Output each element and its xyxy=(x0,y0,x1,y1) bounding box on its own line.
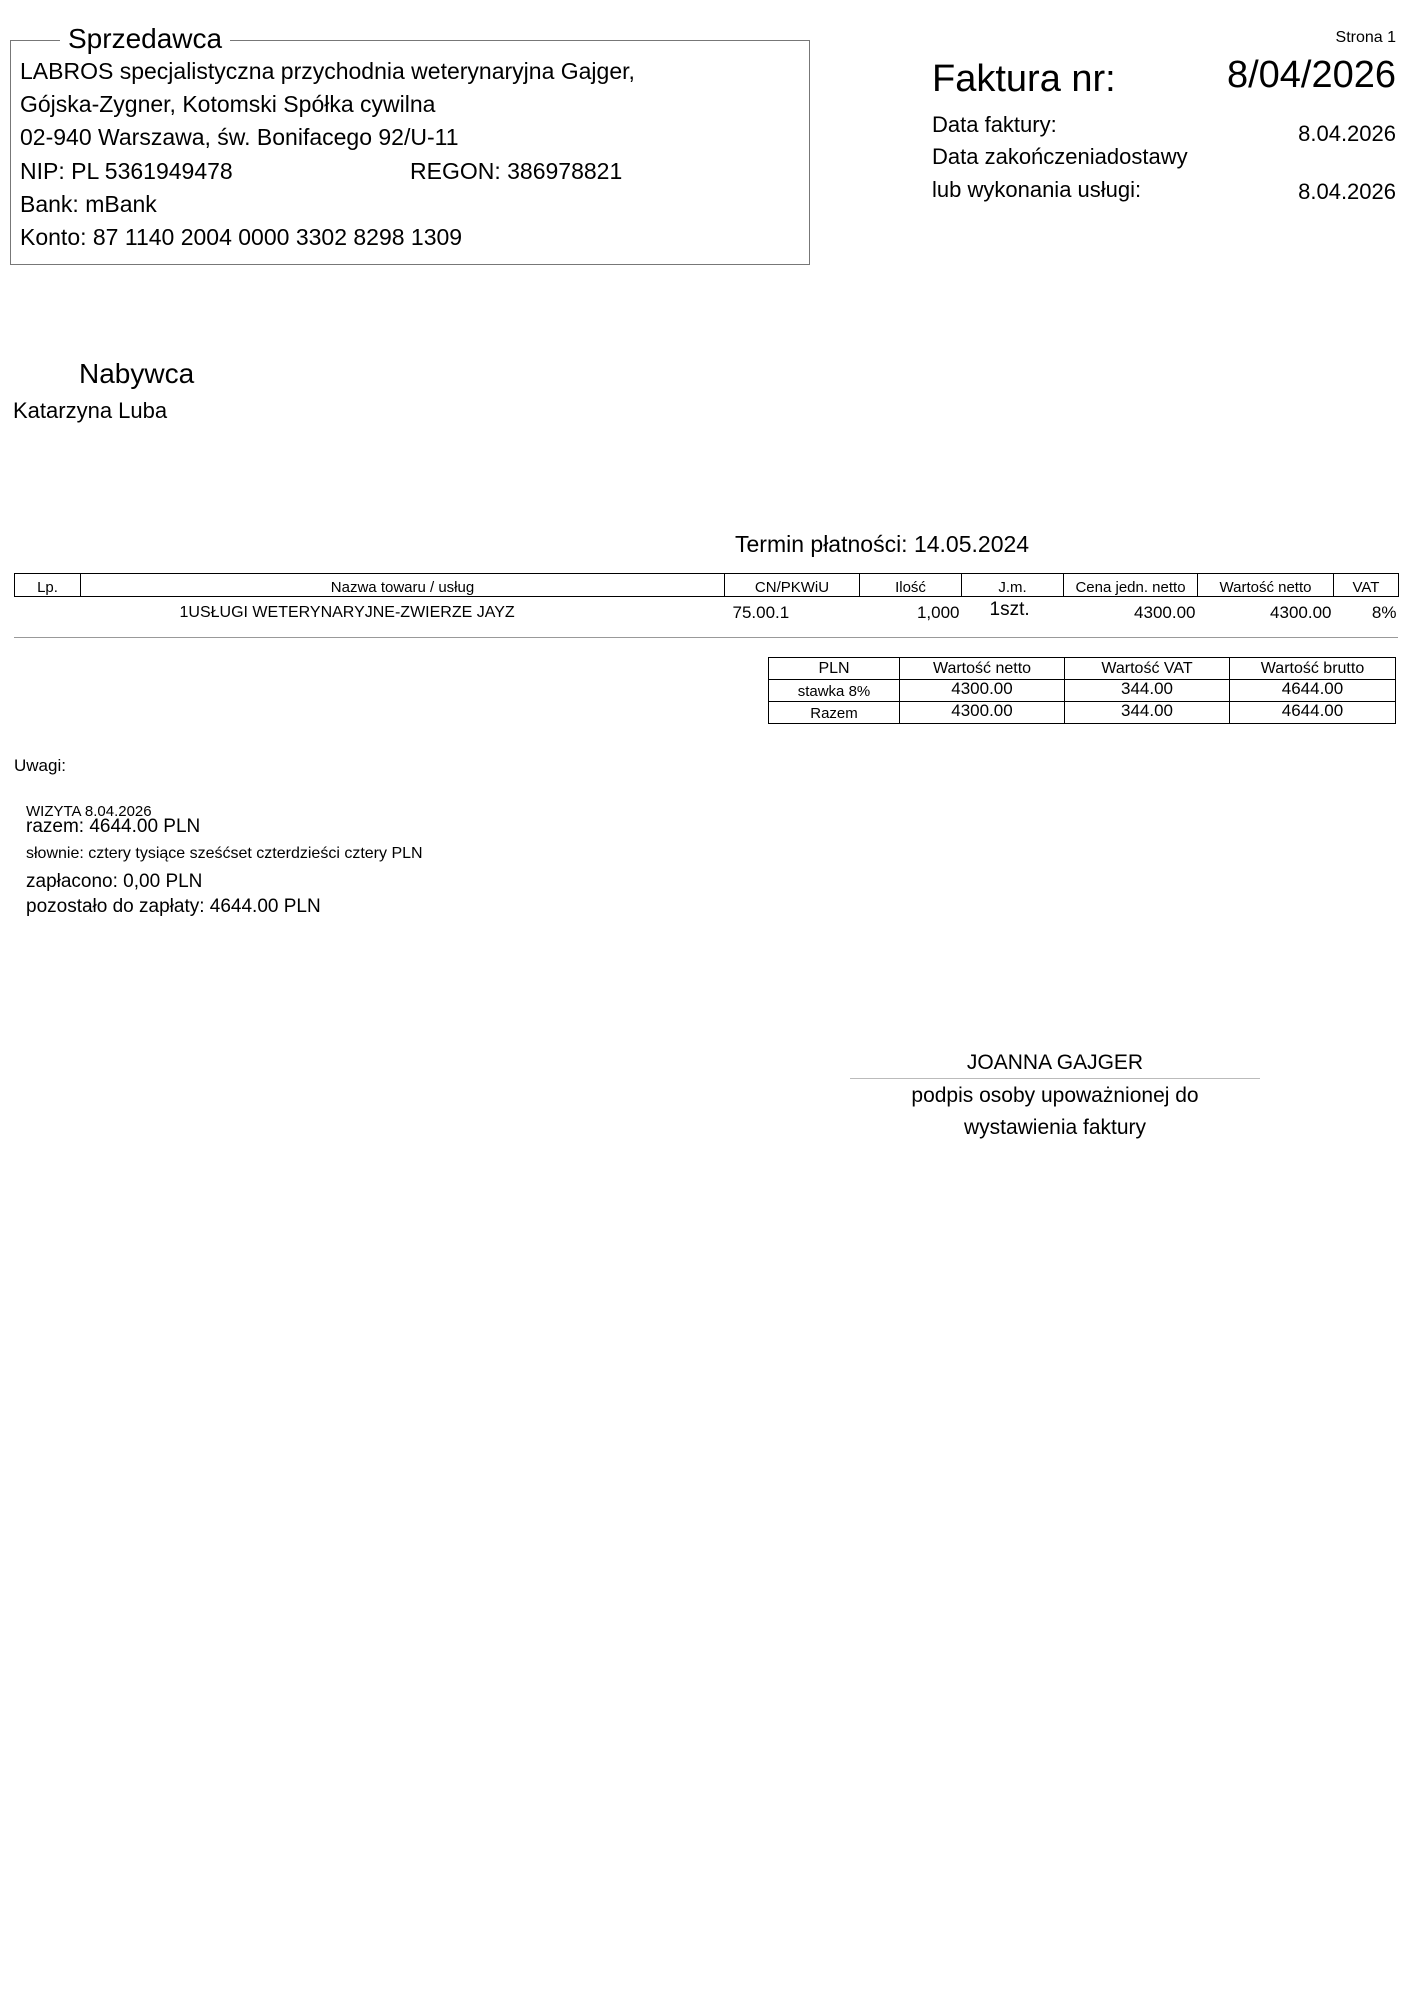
item-qty: 1,000 xyxy=(916,603,960,622)
notes-paid: zapłacono: 0,00 PLN xyxy=(26,871,203,892)
seller-name-line1: LABROS specjalistyczna przychodnia weterynaryjna Gajger, xyxy=(20,58,635,84)
invoice-number: 8/04/2026 xyxy=(1226,54,1396,96)
page-number: Strona 1 xyxy=(1335,29,1396,46)
item-name: USŁUGI WETERYNARYJNE-ZWIERZE JAYZ xyxy=(188,604,515,621)
summary-rate-gross: 4644.00 xyxy=(1230,680,1396,702)
summary-total-gross: 4644.00 xyxy=(1230,702,1396,724)
seller-nip: NIP: PL 5361949478 xyxy=(20,158,233,184)
summary-rate-label: stawka 8% xyxy=(769,680,900,702)
item-unit: 1szt. xyxy=(989,599,1030,620)
col-header-name: Nazwa towaru / usług xyxy=(81,574,725,597)
item-name-cell xyxy=(15,597,725,630)
col-header-qty: Ilość xyxy=(860,574,962,597)
notes-visit: WIZYTA 8.04.2026 xyxy=(26,803,152,820)
table-row xyxy=(769,702,1396,724)
item-code: 75.00.1 xyxy=(732,603,790,622)
summary-total-label: Razem xyxy=(769,702,900,724)
item-unit-price: 4300.00 xyxy=(1134,603,1196,622)
col-header-unit: J.m. xyxy=(962,574,1064,597)
items-divider xyxy=(14,637,1398,638)
item-net: 4300.00 xyxy=(1270,603,1332,622)
items-table xyxy=(14,573,1399,629)
summary-rate-vat: 344.00 xyxy=(1065,680,1230,702)
notes-amount-in-words: słownie: cztery tysiące sześćset czterdzieści cztery PLN xyxy=(26,845,423,862)
seller-name-line2: Gójska-Zygner, Kotomski Spółka cywilna xyxy=(20,91,436,117)
seller-box xyxy=(10,40,810,265)
buyer-name: Katarzyna Luba xyxy=(13,398,168,423)
summary-header-net: Wartość netto xyxy=(900,658,1065,680)
item-vat: 8% xyxy=(1371,603,1397,622)
signature-caption-1: podpis osoby upoważnionej do xyxy=(911,1084,1199,1107)
summary-total-net: 4300.00 xyxy=(900,702,1065,724)
invoice-title: Faktura nr: xyxy=(932,58,1116,100)
delivery-date-label-2: lub wykonania usługi: xyxy=(932,177,1142,202)
col-header-vat: VAT xyxy=(1334,574,1399,597)
summary-total-vat: 344.00 xyxy=(1065,702,1230,724)
notes-title: Uwagi: xyxy=(14,756,66,775)
delivery-date-label-1: Data zakończeniadostawy xyxy=(932,144,1188,169)
seller-title: Sprzedawca xyxy=(60,22,230,56)
notes-remaining: pozostało do zapłaty: 4644.00 PLN xyxy=(26,896,321,917)
signature-line xyxy=(850,1078,1260,1079)
col-header-code: CN/PKWiU xyxy=(725,574,860,597)
seller-bank: Bank: mBank xyxy=(20,191,157,217)
invoice-date-label: Data faktury: xyxy=(932,112,1057,137)
col-header-unit-price: Cena jedn. netto xyxy=(1064,574,1198,597)
seller-address: 02-940 Warszawa, św. Bonifacego 92/U-11 xyxy=(20,124,459,150)
summary-header-currency: PLN xyxy=(769,658,900,680)
buyer-title: Nabywca xyxy=(79,358,195,389)
col-header-lp: Lp. xyxy=(15,574,81,597)
col-header-net: Wartość netto xyxy=(1198,574,1334,597)
seller-account: Konto: 87 1140 2004 0000 3302 8298 1309 xyxy=(20,224,463,250)
item-lp: 1 xyxy=(179,604,189,621)
payment-due: Termin płatności: 14.05.2024 xyxy=(735,531,1030,557)
summary-header-row xyxy=(769,658,1396,680)
summary-header-gross: Wartość brutto xyxy=(1230,658,1396,680)
signature-caption-2: wystawienia faktury xyxy=(963,1116,1147,1139)
items-header-row xyxy=(15,574,1399,597)
table-row xyxy=(15,597,1399,630)
table-row xyxy=(769,680,1396,702)
notes-total: razem: 4644.00 PLN xyxy=(26,816,201,837)
invoice-date-value: 8.04.2026 xyxy=(1298,121,1396,146)
summary-header-vat: Wartość VAT xyxy=(1065,658,1230,680)
signature-name: JOANNA GAJGER xyxy=(966,1051,1144,1074)
vat-summary-table xyxy=(768,657,1396,724)
seller-regon: REGON: 386978821 xyxy=(410,158,623,184)
summary-rate-net: 4300.00 xyxy=(900,680,1065,702)
delivery-date-value: 8.04.2026 xyxy=(1298,179,1396,204)
